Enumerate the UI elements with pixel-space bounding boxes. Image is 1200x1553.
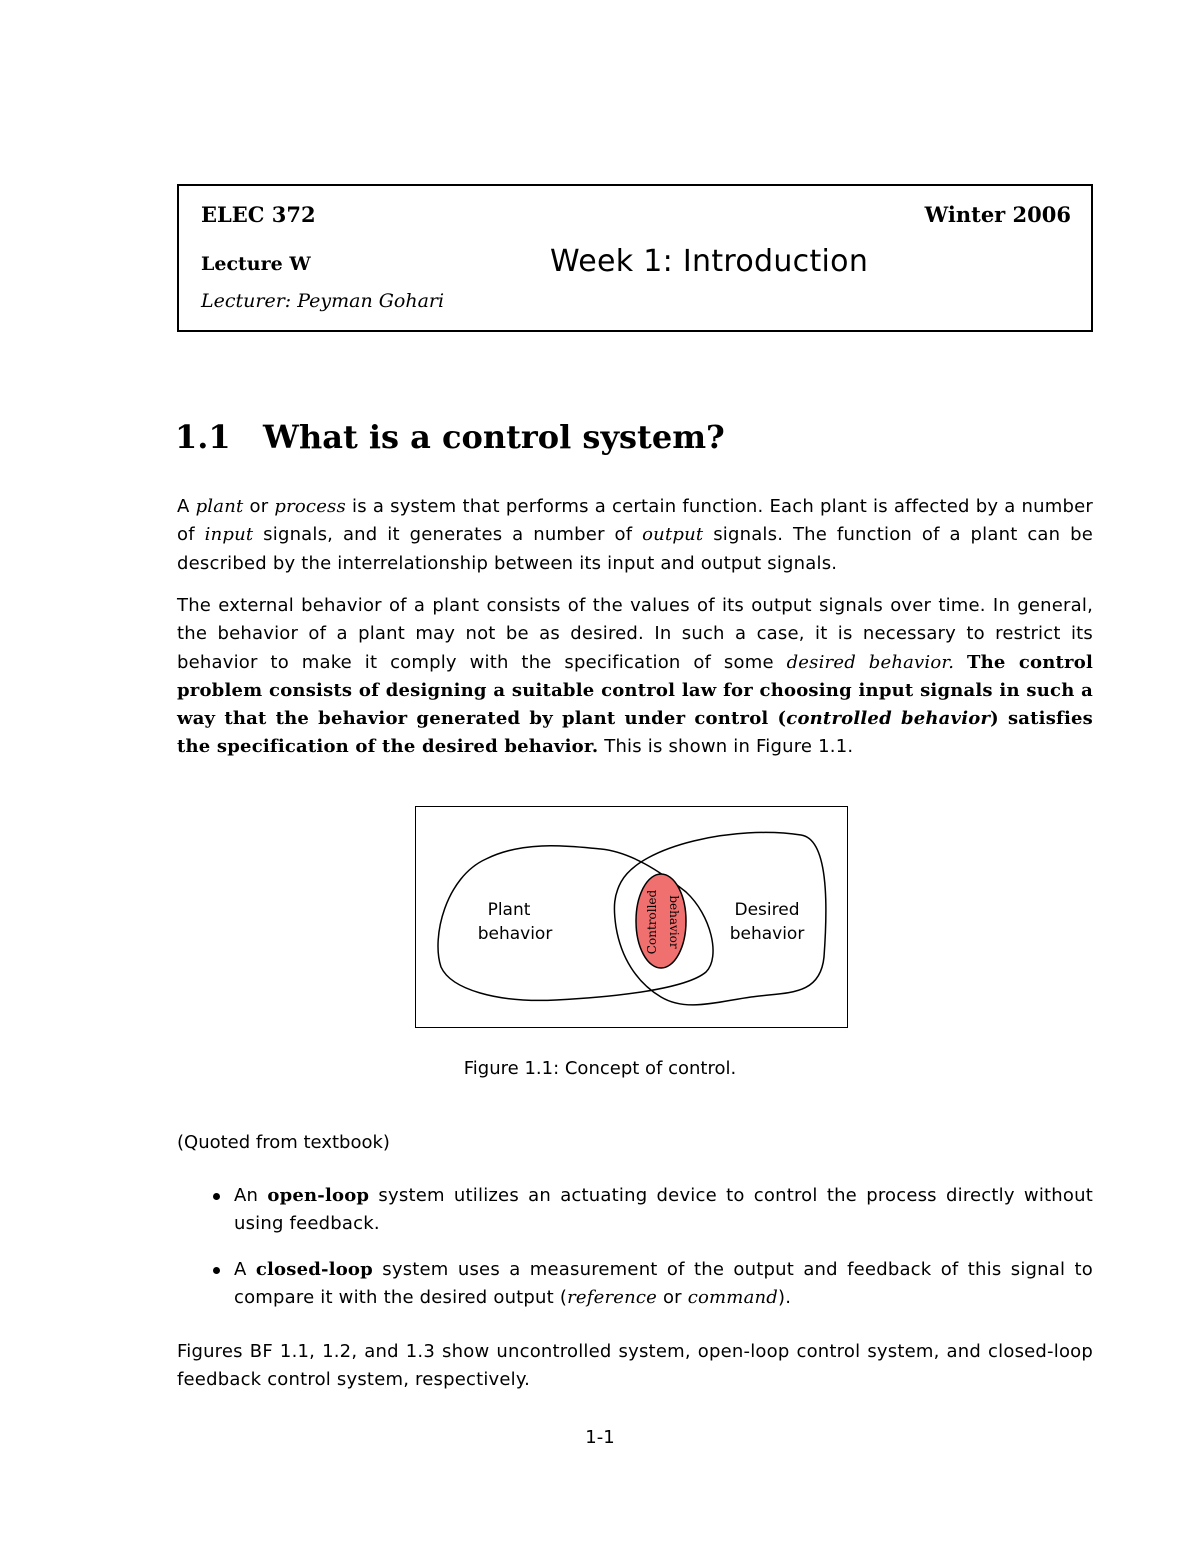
text: signals, and it generates a number of <box>253 524 643 546</box>
text: system uses a measurement of the output and feedback of this signal to compare it with the desired output ( <box>234 1258 1093 1308</box>
text: A <box>177 496 196 517</box>
text: or <box>657 1286 688 1308</box>
controlled-label-line1: Controlled <box>645 889 659 955</box>
term-command: command <box>687 1286 779 1308</box>
term-reference: reference <box>567 1286 658 1308</box>
text: An <box>234 1185 268 1206</box>
lecturer: Lecturer: Peyman Gohari <box>201 290 445 312</box>
term-open-loop: open-loop <box>267 1185 370 1206</box>
plant-label-line2: behavior <box>477 924 553 944</box>
term-plant: plant <box>195 496 244 517</box>
text: ) satisfies the specification of the desired behavior. <box>177 708 1094 758</box>
text: or <box>243 496 275 517</box>
text: The control problem consists of designing a suitable control law for choosing input signals in such a way that the behavior generated by plant under control ( <box>177 651 1093 730</box>
plant-label-line1: Plant <box>487 900 531 920</box>
course-code: ELEC 372 <box>201 202 316 227</box>
list-item <box>177 1256 1093 1313</box>
bullet-icon <box>213 1193 220 1200</box>
quote-note: (Quoted from textbook) <box>177 1132 390 1153</box>
term-desired-behavior: desired behavior. <box>786 651 955 673</box>
term: Winter 2006 <box>924 202 1071 227</box>
lecture-title: Week 1: Introduction <box>550 244 869 279</box>
section-title: What is a control system? <box>263 418 725 456</box>
bullet-list <box>177 1182 1093 1329</box>
list-item <box>177 1182 1093 1239</box>
text: This is shown in Figure 1.1. <box>598 736 854 758</box>
controlled-label-line2: behavior <box>667 895 681 949</box>
term-input: input <box>204 524 254 546</box>
term-controlled-behavior: controlled behavior <box>786 708 991 730</box>
term-closed-loop: closed-loop <box>255 1258 373 1280</box>
lecture-number: Lecture W <box>201 253 311 275</box>
text: The external behavior of a plant consists of the values of its output signals over time. In general, the behavior of a plant may not be as desired. In such a case, it is necessary to restrict its behavior to make it comply with the specification of some <box>177 595 1093 673</box>
paragraph-figures-reference: Figures BF 1.1, 1.2, and 1.3 show uncontrolled system, open-loop control system, and closed-loop feedback control system, respectively. <box>177 1341 1093 1391</box>
paragraph-plant-definition <box>177 493 1093 578</box>
lecture-header-box <box>177 184 1093 332</box>
text: is a system that performs a certain function. Each plant is affected by a number of <box>177 496 1094 546</box>
term-process: process <box>274 496 346 517</box>
text: signals. The function of a plant can be described by the interrelationship between its input and output signals. <box>177 524 1094 574</box>
figure-caption: Figure 1.1: Concept of control. <box>463 1058 737 1079</box>
figure-concept-of-control <box>415 806 848 1028</box>
venn-diagram <box>416 807 847 1027</box>
text: system utilizes an actuating device to control the process directly without using feedback. <box>234 1185 1093 1235</box>
section-heading <box>175 418 725 456</box>
desired-label-line1: Desired <box>734 900 800 920</box>
text: ). <box>778 1286 792 1308</box>
page-number: 1-1 <box>585 1427 615 1448</box>
bullet-icon <box>213 1267 220 1274</box>
paragraph-control-problem <box>177 592 1093 762</box>
text: A <box>234 1258 256 1280</box>
term-output: output <box>642 524 704 546</box>
section-number: 1.1 <box>175 418 231 456</box>
desired-label-line2: behavior <box>729 924 805 944</box>
